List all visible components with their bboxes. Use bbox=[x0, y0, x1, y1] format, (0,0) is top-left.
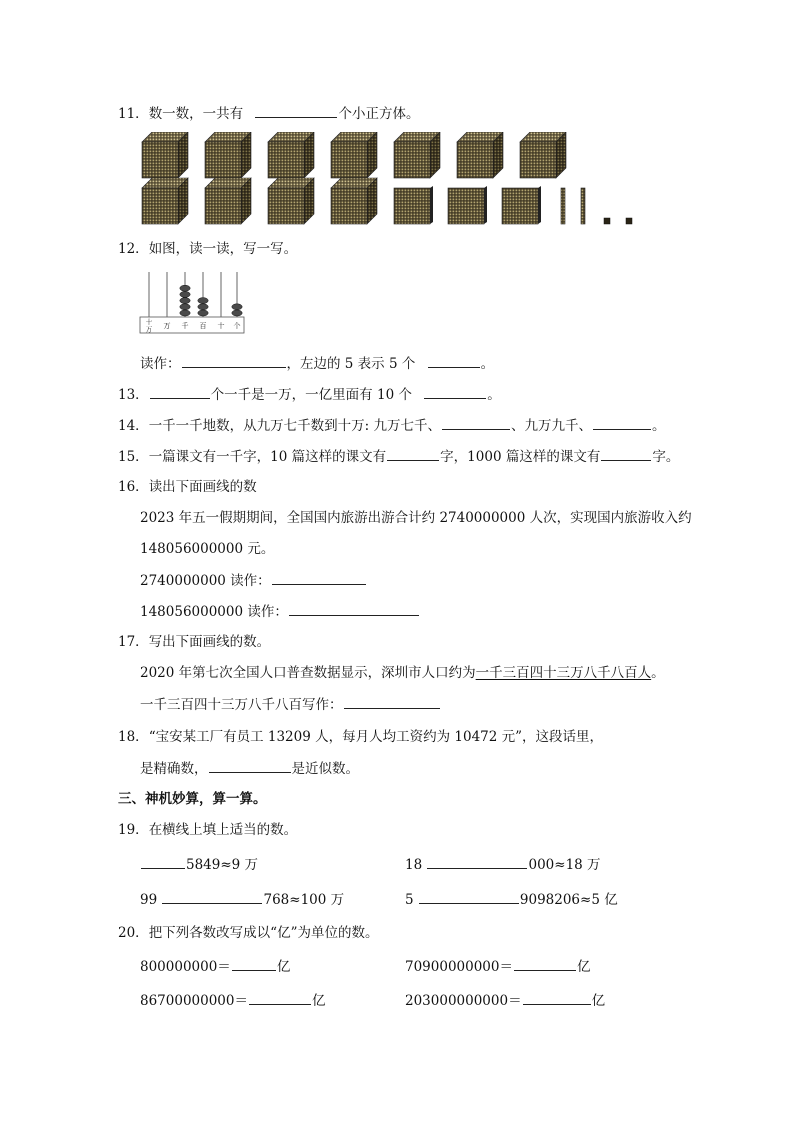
q12-number: 12． bbox=[118, 241, 149, 257]
q12-end-text: 。 bbox=[480, 356, 495, 372]
q17-write-label: 一千三百四十三万八千八百写作： bbox=[140, 697, 343, 713]
thousand-cube bbox=[142, 178, 188, 224]
q20-b-unit: 亿 bbox=[576, 959, 591, 975]
q19-b-pre: 18 bbox=[405, 857, 423, 873]
thousand-cube bbox=[205, 132, 251, 178]
q15-text-a: 一篇课文有一千字，10 篇这样的课文有 bbox=[148, 449, 387, 465]
q20-item-d bbox=[405, 991, 605, 1010]
q17-text: 写出下面画线的数。 bbox=[148, 634, 271, 650]
abacus-bead bbox=[180, 285, 190, 291]
q16-passage-1: 2023 年五一假期期间，全国国内旅游出游合计约 2740000000 人次，实现国内旅游收入约 bbox=[140, 510, 692, 526]
q19-number: 19． bbox=[118, 822, 149, 838]
abacus-bead bbox=[198, 298, 208, 304]
q16-read-2-label: 148056000000 读作： bbox=[140, 604, 288, 620]
q13 bbox=[118, 385, 501, 404]
q14-blank-2[interactable] bbox=[593, 416, 651, 430]
abacus-figure bbox=[139, 270, 247, 336]
q11 bbox=[118, 104, 419, 123]
q19-d-pre: 5 bbox=[405, 892, 414, 908]
q19-item-a bbox=[140, 855, 258, 874]
q20-item-c bbox=[140, 991, 325, 1010]
q16-read-2 bbox=[140, 602, 420, 621]
q13-text: 个一千是一万，一亿里面有 10 个 bbox=[210, 387, 412, 403]
ten-rod bbox=[561, 188, 565, 224]
unit-cube bbox=[604, 218, 610, 224]
abacus-place-label: 千 bbox=[181, 322, 189, 330]
q18-text-b: 是近似数。 bbox=[291, 761, 359, 777]
q20-item-b bbox=[405, 957, 590, 976]
hundred-flat bbox=[394, 186, 433, 224]
q19-item-c bbox=[140, 890, 344, 909]
q19-a-blank[interactable] bbox=[141, 855, 185, 869]
q12-text: 如图，读一读，写一写。 bbox=[148, 241, 298, 257]
q18-text-a: 是精确数， bbox=[140, 761, 208, 777]
q19-a-text: 5849≈9 万 bbox=[186, 857, 259, 873]
q20-c-blank[interactable] bbox=[249, 991, 311, 1005]
abacus-place-label: 万 bbox=[145, 325, 153, 334]
q13-blank-2[interactable] bbox=[424, 385, 486, 399]
abacus-base bbox=[140, 317, 244, 333]
q15-number: 15． bbox=[118, 449, 149, 465]
q18 bbox=[118, 728, 603, 746]
q11-text: 数一数，一共有 bbox=[148, 106, 244, 122]
q11-text-end: 个小正方体。 bbox=[338, 106, 420, 122]
q19-d-blank[interactable] bbox=[419, 890, 519, 904]
q20-b-blank[interactable] bbox=[514, 957, 576, 971]
q12-answer bbox=[140, 354, 494, 373]
q19-item-b bbox=[405, 855, 601, 874]
q17-passage-end: 。 bbox=[651, 665, 665, 681]
q14-text: 一千一千地数，从九万七千数到十万: 九万七千、 bbox=[148, 418, 442, 434]
q17-write bbox=[140, 695, 441, 714]
q20-a-text: 800000000＝ bbox=[140, 959, 231, 975]
q20-d-text: 203000000000＝ bbox=[405, 993, 522, 1009]
q16-title bbox=[118, 478, 257, 496]
q12 bbox=[118, 240, 297, 258]
q20-a-blank[interactable] bbox=[232, 957, 276, 971]
q15 bbox=[118, 447, 679, 466]
q16-passage-2: 148056000000 元。 bbox=[140, 541, 275, 557]
q16-number: 16． bbox=[118, 479, 149, 495]
thousand-cube bbox=[268, 132, 314, 178]
q16-read-1-blank[interactable] bbox=[272, 571, 366, 585]
q14-sep: 、九万九千、 bbox=[511, 418, 593, 434]
q20-text: 把下列各数改写成以“亿”为单位的数。 bbox=[148, 925, 379, 941]
q17-number: 17． bbox=[118, 634, 149, 650]
abacus-bead bbox=[180, 310, 190, 316]
q19-b-post: 000≈18 万 bbox=[528, 857, 601, 873]
q12-unit-blank[interactable] bbox=[428, 354, 480, 368]
unit-cube bbox=[626, 218, 632, 224]
abacus-bead bbox=[198, 310, 208, 316]
q18-blank[interactable] bbox=[209, 759, 291, 773]
q16-read-2-blank[interactable] bbox=[289, 602, 419, 616]
q11-answer-blank[interactable] bbox=[255, 104, 337, 118]
thousand-cube bbox=[331, 178, 377, 224]
abacus-place-label: 百 bbox=[199, 322, 207, 330]
q19-d-post: 9098206≈5 亿 bbox=[519, 892, 618, 908]
thousand-cube bbox=[394, 132, 440, 178]
abacus-bead bbox=[180, 304, 190, 310]
q18-text: “宝安某工厂有员工 13209 人，每月人均工资约为 10472 元”，这段话里， bbox=[148, 729, 604, 745]
cube-blocks-figure bbox=[140, 132, 660, 228]
q19-text: 在横线上填上适当的数。 bbox=[148, 822, 298, 838]
q15-blank-2[interactable] bbox=[601, 447, 651, 461]
q14 bbox=[118, 416, 666, 435]
q16-read-1 bbox=[140, 571, 367, 590]
abacus-place-label: 十 bbox=[217, 322, 225, 330]
q20-a-unit: 亿 bbox=[276, 959, 291, 975]
section-3-heading: 三、神机妙算，算一算。 bbox=[118, 791, 267, 807]
thousand-cube bbox=[205, 178, 251, 224]
q20-d-blank[interactable] bbox=[523, 991, 591, 1005]
q14-end: 。 bbox=[652, 418, 666, 434]
abacus-bead bbox=[232, 310, 242, 316]
abacus-bead bbox=[180, 298, 190, 304]
q20-title bbox=[118, 924, 379, 942]
q17-passage bbox=[140, 664, 665, 682]
q16-read-1-label: 2740000000 读作： bbox=[140, 573, 271, 589]
q17-passage-text: 2020 年第七次全国人口普查数据显示，深圳市人口约为 bbox=[140, 665, 476, 681]
q12-mid-text: ，左边的 5 表示 5 个 bbox=[286, 356, 416, 372]
q15-blank-1[interactable] bbox=[387, 447, 439, 461]
abacus-place-label: 个 bbox=[233, 322, 241, 330]
abacus-bead bbox=[180, 291, 190, 297]
hundred-flat bbox=[502, 186, 541, 224]
q12-read-label: 读作： bbox=[140, 356, 181, 372]
q19-c-blank[interactable] bbox=[162, 890, 262, 904]
q20-number: 20． bbox=[118, 925, 149, 941]
thousand-cube bbox=[331, 132, 377, 178]
q20-d-unit: 亿 bbox=[591, 993, 606, 1009]
q13-number: 13． bbox=[118, 387, 149, 403]
q15-text-b: 字，1000 篇这样的课文有 bbox=[440, 449, 601, 465]
q14-blank-1[interactable] bbox=[442, 416, 510, 430]
q19-b-blank[interactable] bbox=[427, 855, 527, 869]
q18-number: 18． bbox=[118, 729, 149, 745]
hundred-flat bbox=[448, 186, 487, 224]
abacus-bead bbox=[198, 304, 208, 310]
thousand-cube bbox=[142, 132, 188, 178]
q19-c-pre: 99 bbox=[140, 892, 158, 908]
q19-item-d bbox=[405, 890, 618, 909]
thousand-cube bbox=[457, 132, 503, 178]
q17-write-blank[interactable] bbox=[344, 695, 440, 709]
q14-number: 14． bbox=[118, 418, 149, 434]
ten-rod bbox=[581, 188, 585, 224]
q16-text: 读出下面画线的数 bbox=[148, 479, 257, 495]
q18-line-2 bbox=[140, 759, 359, 778]
abacus-place-label: 十 bbox=[145, 318, 153, 326]
thousand-cube bbox=[268, 178, 314, 224]
q20-item-a bbox=[140, 957, 290, 976]
q20-c-unit: 亿 bbox=[311, 993, 326, 1009]
abacus-bead bbox=[232, 304, 242, 310]
abacus-place-label: 万 bbox=[163, 322, 171, 330]
q20-c-text: 86700000000＝ bbox=[140, 993, 248, 1009]
q20-b-text: 70900000000＝ bbox=[405, 959, 513, 975]
q11-number: 11． bbox=[118, 106, 149, 122]
q17-title bbox=[118, 633, 270, 651]
thousand-cube bbox=[520, 132, 566, 178]
q12-read-blank[interactable] bbox=[182, 354, 286, 368]
q13-blank-1[interactable] bbox=[150, 385, 210, 399]
q19-title bbox=[118, 821, 297, 839]
q15-text-c: 字。 bbox=[652, 449, 680, 465]
q19-c-post: 768≈100 万 bbox=[263, 892, 345, 908]
q13-end: 。 bbox=[487, 387, 501, 403]
q17-underlined-number: 一千三百四十三万八千八百人 bbox=[475, 665, 652, 681]
